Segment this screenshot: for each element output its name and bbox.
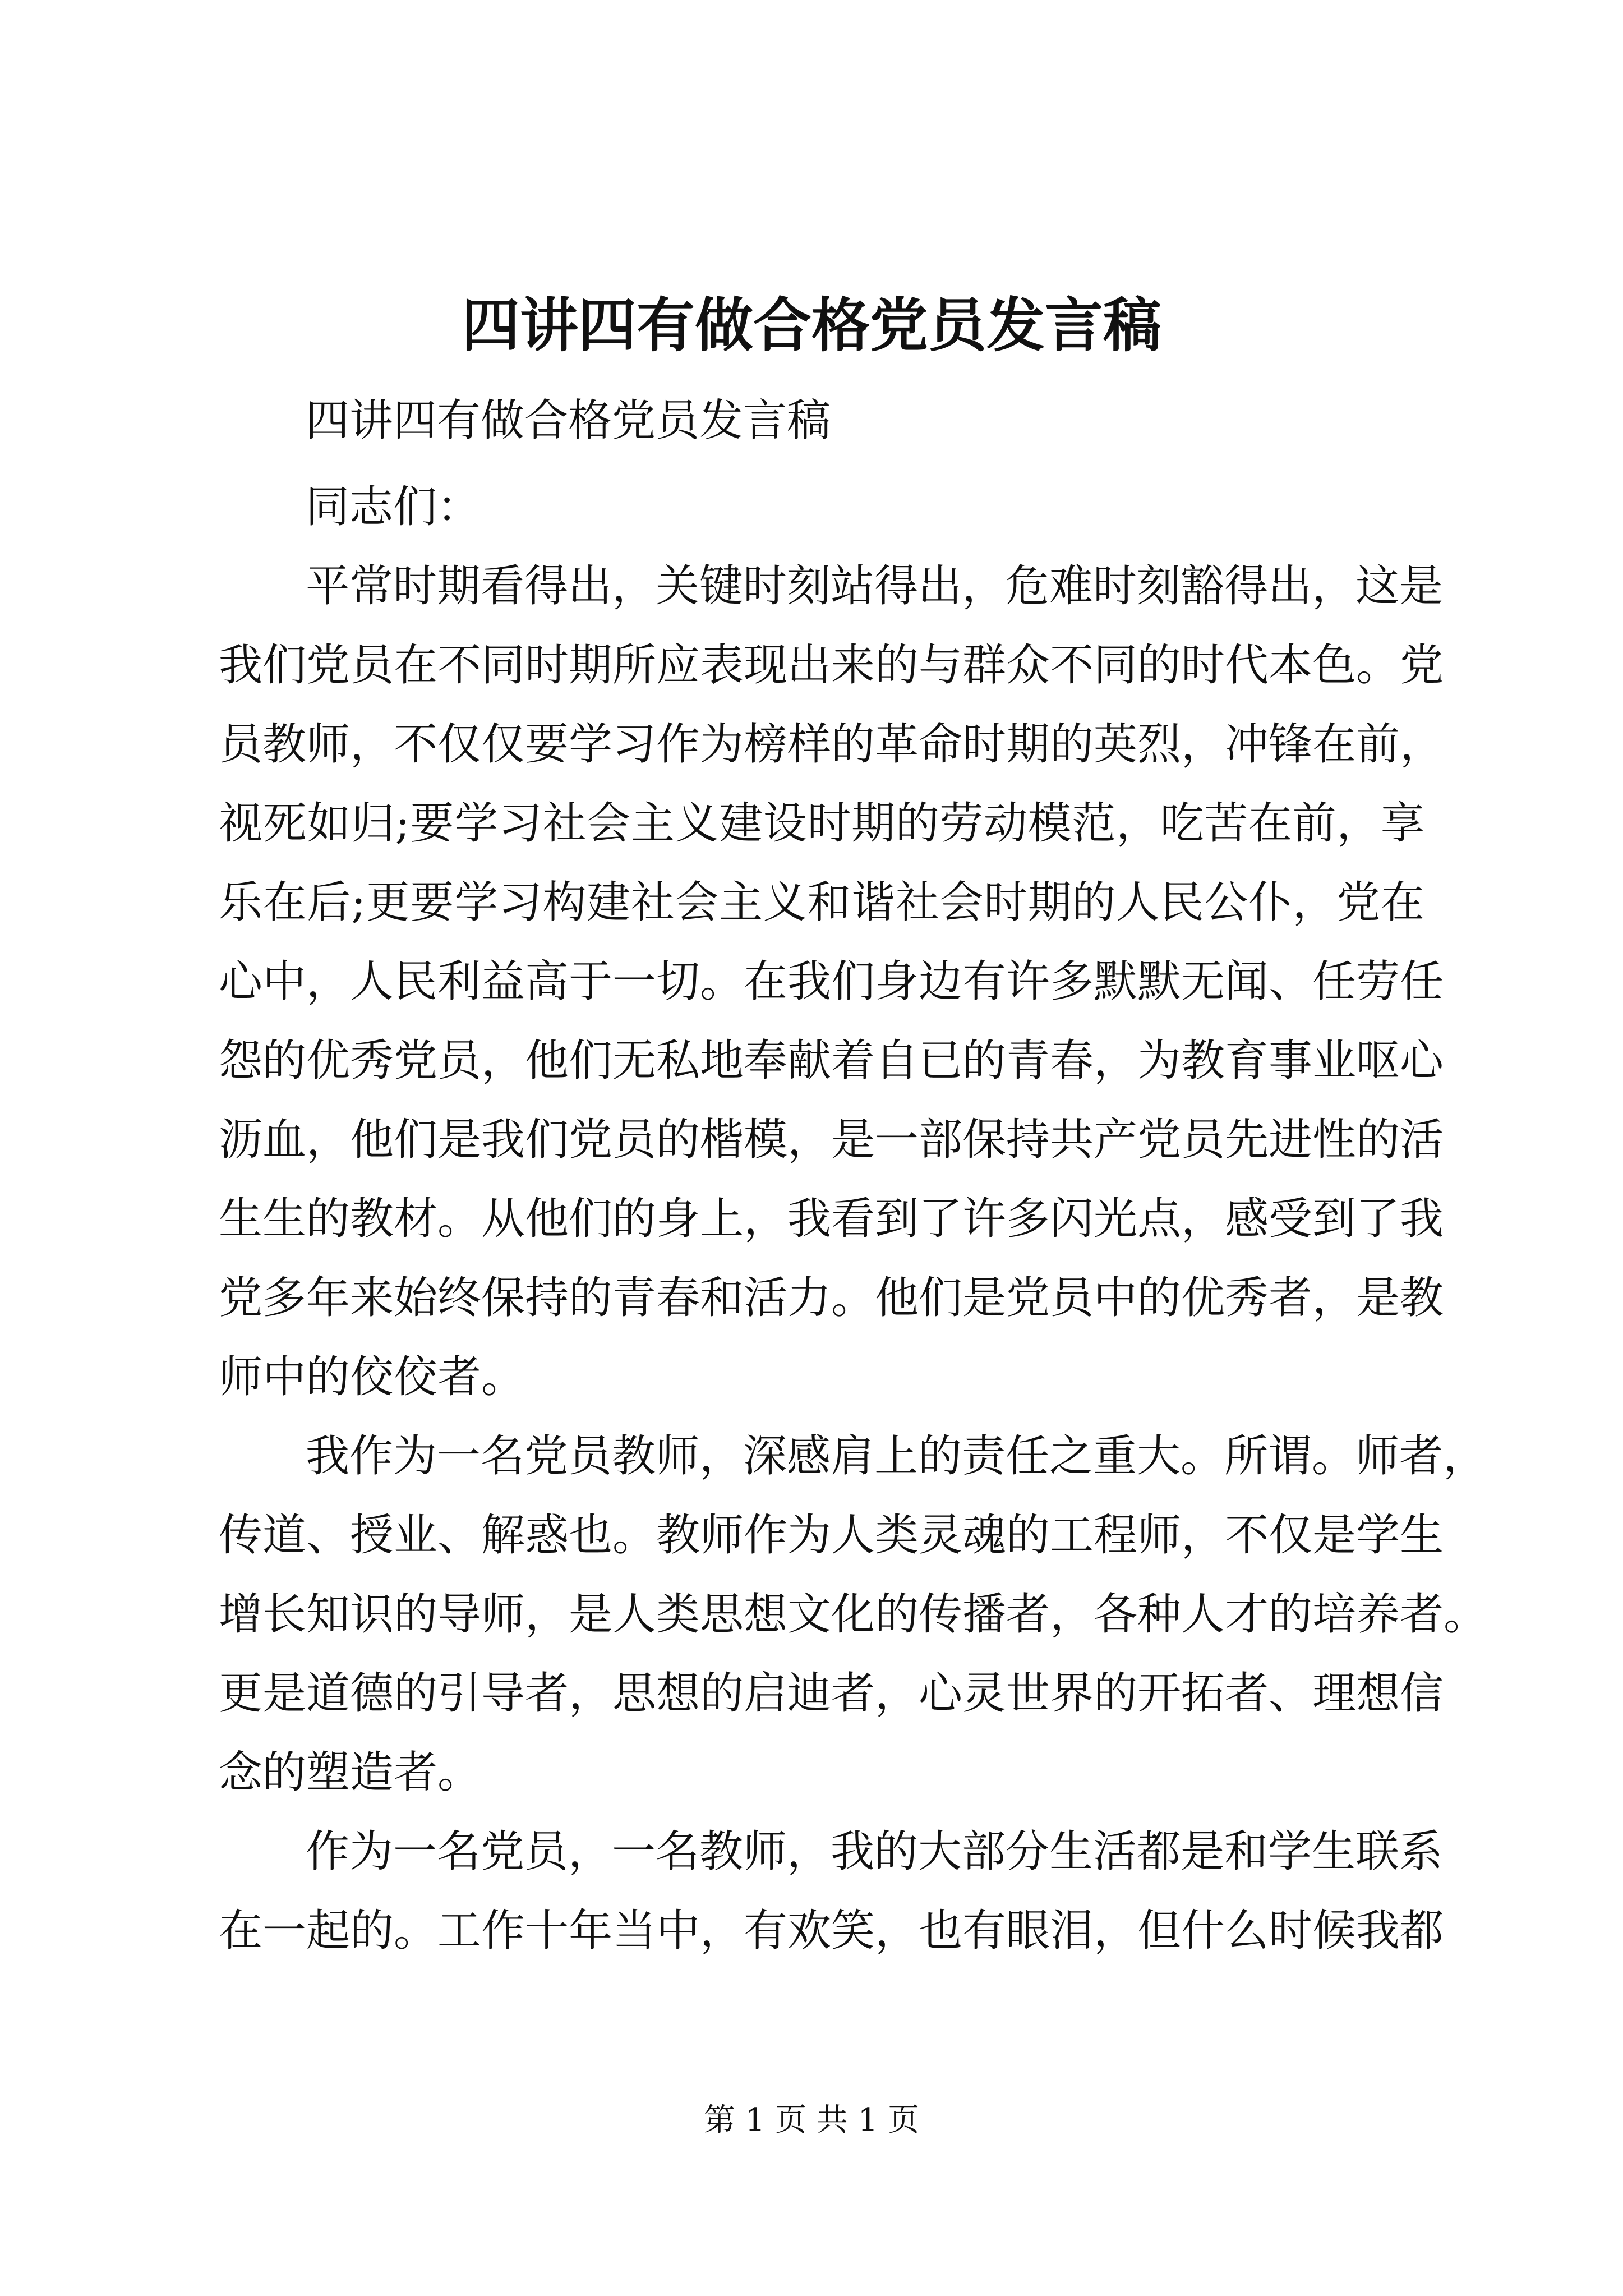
paragraph-1-line-11: 师中的佼佼者。	[219, 1352, 525, 1402]
paragraph-1-line-1: 平常时期看得出，关键时刻站得出，危难时刻豁得出，这是	[306, 561, 1444, 611]
paragraph-1-line-8: 沥血，他们是我们党员的楷模，是一部保持共产党员先进性的活	[219, 1115, 1444, 1165]
paragraph-3-line-2: 在一起的。工作十年当中，有欢笑，也有眼泪，但什么时候我都	[219, 1906, 1444, 1956]
page-footer: 第 1 页 共 1 页	[703, 2102, 920, 2138]
document-title: 四讲四有做合格党员发言稿	[461, 291, 1161, 360]
greeting-line: 同志们：	[306, 482, 481, 532]
paragraph-1-line-3: 员教师，不仅仅要学习作为榜样的革命时期的英烈，冲锋在前，	[219, 719, 1444, 770]
paragraph-2-line-5: 念的塑造者。	[219, 1747, 482, 1798]
paragraph-1-line-4: 视死如归;要学习社会主义建设时期的劳动模范，吃苦在前，享	[219, 798, 1424, 849]
paragraph-1-line-6: 心中，人民利益高于一切。在我们身边有许多默默无闻、任劳任	[219, 956, 1444, 1007]
paragraph-3-line-1: 作为一名党员，一名教师，我的大部分生活都是和学生联系	[306, 1826, 1444, 1877]
paragraph-2-line-4: 更是道德的引导者，思想的启迪者，心灵世界的开拓者、理想信	[219, 1668, 1444, 1719]
paragraph-1-line-9: 生生的教材。从他们的身上，我看到了许多闪光点，感受到了我	[219, 1194, 1444, 1244]
paragraph-2-line-2: 传道、授业、解惑也。教师作为人类灵魂的工程师，不仅是学生	[219, 1510, 1444, 1561]
paragraph-2-line-1: 我作为一名党员教师，深感肩上的责任之重大。所谓。师者，	[306, 1431, 1487, 1481]
paragraph-1-line-5: 乐在后;更要学习构建社会主义和谐社会时期的人民公仆，党在	[219, 877, 1424, 928]
paragraph-1-line-7: 怨的优秀党员，他们无私地奉献着自已的青春，为教育事业呕心	[219, 1036, 1444, 1086]
paragraph-2-line-3: 增长知识的导师，是人类思想文化的传播者，各种人才的培养者。	[219, 1589, 1488, 1640]
paragraph-1-line-2: 我们党员在不同时期所应表现出来的与群众不同的时代本色。党	[219, 640, 1444, 691]
paragraph-1-line-10: 党多年来始终保持的青春和活力。他们是党员中的优秀者，是教	[219, 1273, 1444, 1323]
subtitle-line: 四讲四有做合格党员发言稿	[306, 395, 831, 446]
